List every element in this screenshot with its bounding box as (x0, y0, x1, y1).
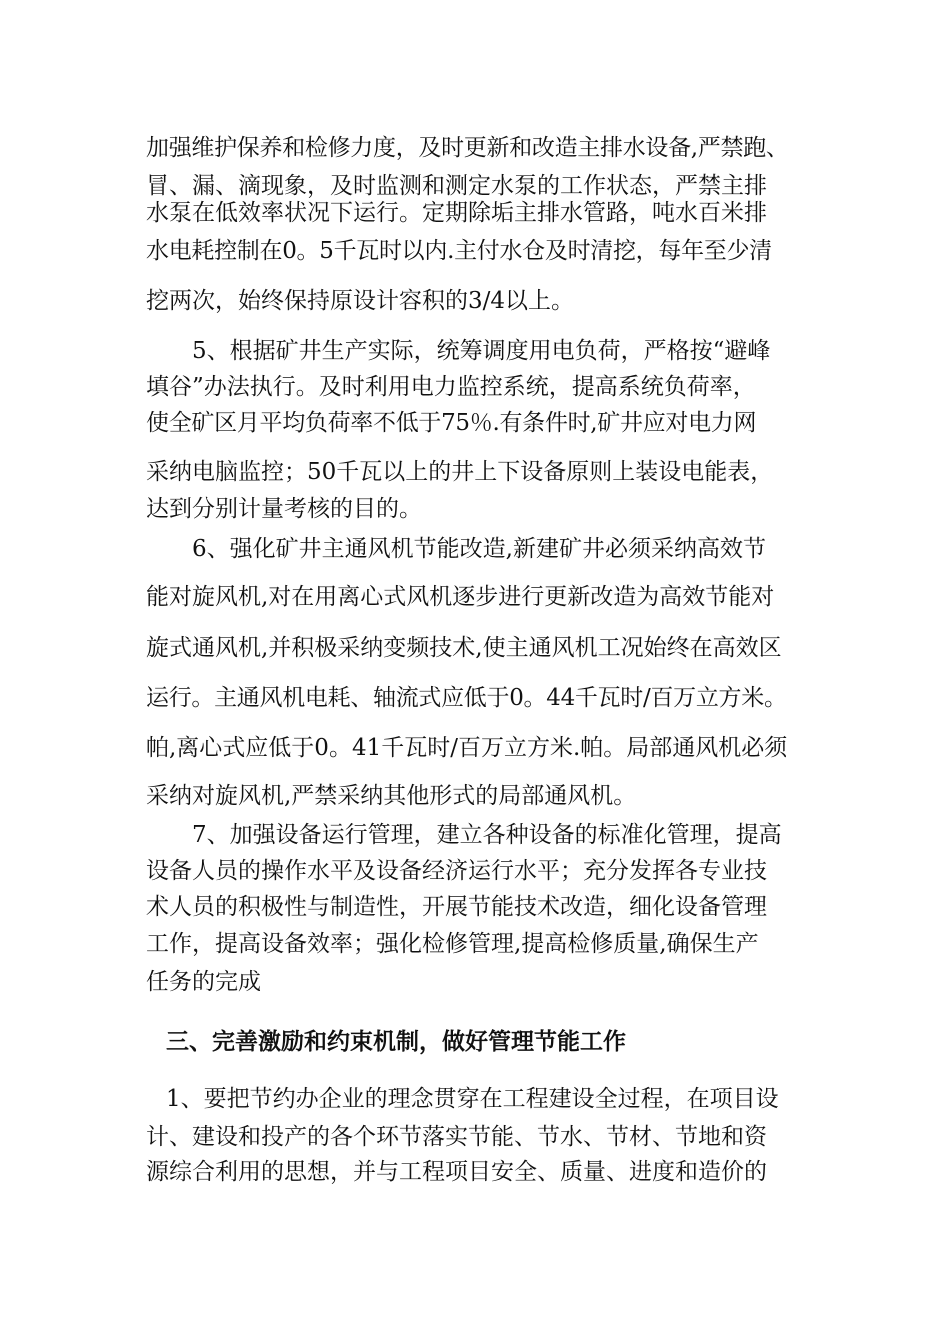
text-line: 工作，提高设备效率；强化检修管理,提高检修质量,确保生产 (146, 931, 759, 957)
text-line: 加强维护保养和检修力度，及时更新和改造主排水设备,严禁跑、 (146, 135, 789, 161)
text-line: 使全矿区月平均负荷率不低于75％.有条件时,矿井应对电力网 (146, 410, 757, 436)
section-heading: 三、完善激励和约束机制，做好管理节能工作 (166, 1028, 626, 1055)
text-line: 术人员的积极性与制造性，开展节能技术改造，细化设备管理 (146, 894, 767, 920)
text-line: 采纳对旋风机,严禁采纳其他形式的局部通风机。 (146, 783, 637, 809)
text-line: 设备人员的操作水平及设备经济运行水平；充分发挥各专业技 (146, 858, 767, 884)
text-line: 运行。主通风机电耗、轴流式应低于0。44千瓦时/百万立方米。 (146, 685, 787, 711)
text-line: 冒、漏、滴现象，及时监测和测定水泵的工作状态，严禁主排 (146, 173, 767, 199)
paragraph-6-first-line: 6、强化矿井主通风机节能改造,新建矿井必须采纳高效节 (192, 536, 766, 562)
paragraph-7-first-line: 7、加强设备运行管理，建立各种设备的标准化管理，提高 (192, 822, 782, 848)
text-line: 帕,离心式应低于0。41千瓦时/百万立方米.帕。局部通风机必须 (146, 735, 788, 761)
text-line: 水电耗控制在0。5千瓦时以内.主付水仓及时清挖，每年至少清 (146, 238, 772, 264)
text-line: 源综合利用的思想，并与工程项目安全、质量、进度和造价的 (146, 1159, 767, 1185)
text-line: 填谷”办法执行。及时利用电力监控系统，提高系统负荷率， (146, 374, 756, 400)
text-line: 任务的完成 (146, 969, 261, 995)
text-line: 能对旋风机,对在用离心式风机逐步进行更新改造为高效节能对 (146, 584, 775, 610)
text-line: 达到分别计量考核的目的。 (146, 496, 422, 522)
text-line: 旋式通风机,并积极采纳变频技术,使主通风机工况始终在高效区 (146, 635, 782, 661)
section-paragraph-first-line: 1、要把节约办企业的理念贯穿在工程建设全过程，在项目设 (166, 1086, 779, 1112)
paragraph-5-first-line: 5、根据矿井生产实际，统筹调度用电负荷，严格按“避峰 (192, 338, 771, 364)
text-line: 采纳电脑监控；50千瓦以上的井上下设备原则上装设电能表， (146, 459, 774, 485)
text-line: 挖两次，始终保持原设计容积的3/4以上。 (146, 288, 575, 314)
text-line: 水泵在低效率状况下运行。定期除垢主排水管路，吨水百米排 (146, 200, 767, 226)
text-line: 计、建设和投产的各个环节落实节能、节水、节材、节地和资 (146, 1124, 767, 1150)
